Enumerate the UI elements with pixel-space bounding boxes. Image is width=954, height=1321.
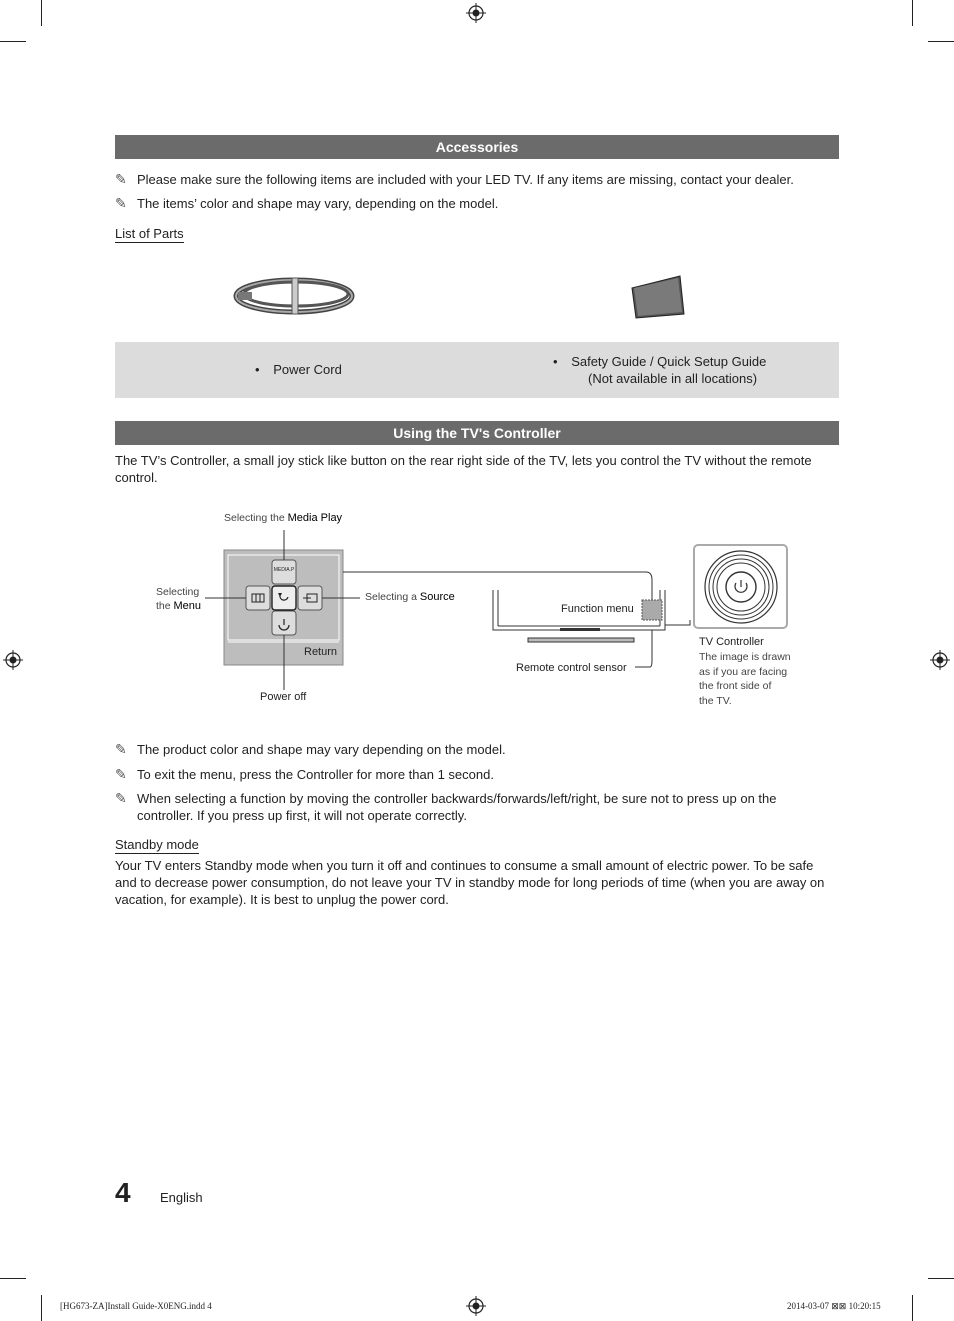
pen-note-icon: ✎ bbox=[115, 766, 127, 782]
crop-mark bbox=[0, 41, 26, 42]
accessories-note bbox=[115, 171, 794, 188]
pen-note-icon: ✎ bbox=[115, 741, 127, 757]
part-item-power-cord bbox=[255, 362, 342, 377]
crop-mark bbox=[912, 0, 913, 26]
menu-label: Selecting the Menu bbox=[156, 586, 202, 612]
crop-mark bbox=[0, 1278, 26, 1279]
note-text: The items’ color and shape may vary, depending on the model. bbox=[137, 196, 499, 211]
section-title-accessories: Accessories bbox=[115, 135, 839, 159]
pen-note-icon: ✎ bbox=[115, 171, 127, 187]
tv-controller-note: The image is drawn as if you are facing the front side of the TV. bbox=[699, 651, 791, 707]
pen-note-icon: ✎ bbox=[115, 790, 127, 806]
registration-mark-icon bbox=[466, 1296, 486, 1316]
page-language: English bbox=[160, 1190, 203, 1205]
bullet: • bbox=[255, 362, 260, 377]
accessories-note bbox=[115, 195, 498, 212]
note-text: To exit the menu, press the Controller for more than 1 second. bbox=[137, 767, 494, 782]
crop-mark bbox=[928, 1278, 954, 1279]
controller-note bbox=[115, 790, 815, 824]
section-title-controller: Using the TV's Controller bbox=[115, 421, 839, 445]
source-label: Selecting a Source bbox=[365, 591, 455, 603]
note-text: Please make sure the following items are included with your LED TV. If any items are missing, contact your dealer. bbox=[137, 172, 794, 187]
function-menu-label: Function menu bbox=[561, 603, 634, 615]
part-item-safety-guide bbox=[553, 353, 766, 387]
pen-note-icon: ✎ bbox=[115, 195, 127, 211]
standby-text: Your TV enters Standby mode when you turn it off and continues to consume a small amount of electric power. To be safe and to decrease power consumption, do not leave your TV in standby mode for long periods of time (when you are away on vacation, for example). It is best to unplug the power cord. bbox=[115, 858, 825, 907]
standby-heading: Standby mode bbox=[115, 837, 199, 852]
registration-mark-icon bbox=[466, 3, 486, 23]
list-of-parts-heading: List of Parts bbox=[115, 226, 184, 241]
part-label: Safety Guide / Quick Setup Guide bbox=[571, 354, 767, 369]
part-sublabel: (Not available in all locations) bbox=[588, 371, 758, 386]
crop-mark bbox=[41, 0, 42, 26]
remote-sensor-label: Remote control sensor bbox=[516, 662, 627, 674]
page-number: 4 bbox=[115, 1177, 131, 1208]
print-footer-file: [HG673-ZA]Install Guide-X0ENG.indd 4 bbox=[60, 1301, 212, 1311]
controller-note bbox=[115, 766, 494, 783]
controller-diagram bbox=[0, 500, 954, 720]
media-play-label: Selecting the Media Play bbox=[224, 512, 343, 524]
controller-intro: The TV’s Controller, a small joy stick like button on the rear right side of the TV, lets you control the TV without the remote control. bbox=[115, 453, 812, 485]
safety-guide-image bbox=[628, 274, 688, 320]
part-label: Power Cord bbox=[273, 362, 342, 377]
return-label: Return bbox=[304, 646, 338, 658]
note-text: The product color and shape may vary depending on the model. bbox=[137, 742, 506, 757]
note-text: When selecting a function by moving the controller backwards/forwards/left/right, be sure not to press up on the controller. If you press up first, it will not operate correctly. bbox=[137, 791, 777, 823]
bullet: • bbox=[553, 354, 558, 369]
power-off-label: Power off bbox=[260, 691, 307, 703]
media-play-button-text: MEDIA.P bbox=[273, 567, 295, 573]
crop-mark bbox=[41, 1295, 42, 1321]
crop-mark bbox=[912, 1295, 913, 1321]
tv-controller-label: TV Controller bbox=[699, 636, 764, 648]
controller-note bbox=[115, 741, 506, 758]
crop-mark bbox=[928, 41, 954, 42]
power-cord-image bbox=[232, 270, 360, 322]
print-footer-date: 2014-03-07 ⊠⊠ 10:20:15 bbox=[787, 1301, 881, 1311]
